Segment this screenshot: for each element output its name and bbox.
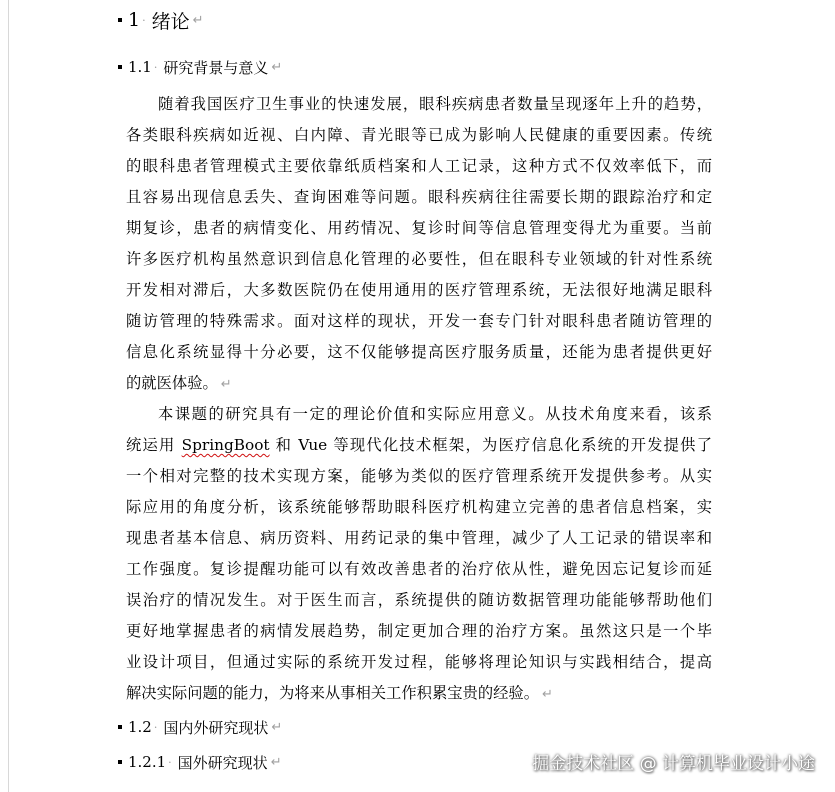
heading-text: 研究背景与意义 (163, 58, 269, 77)
text-line: 工作强度。复诊提醒功能可以有效改善患者的治疗依从性，避免因忘记复诊而延 (126, 560, 712, 578)
page-margin-line (8, 0, 9, 792)
text-line: 际应用的角度分析，该系统能够帮助眼科医疗机构建立完善的患者信息档案，实 (126, 498, 712, 516)
text-line-with-term (126, 430, 712, 461)
spellcheck-underlined-term[interactable]: SpringBoot (181, 436, 270, 454)
text-segment: 和 Vue 等现代化技术框架，为医疗信息化系统的开发提供了 (269, 436, 712, 454)
text-line-content: 解决实际问题的能力，为将来从事相关工作积累宝贵的经验。 (126, 684, 540, 702)
text-line-last (126, 678, 712, 709)
text-segment: 统运用 (126, 436, 182, 454)
text-line: 误治疗的情况发生。对于医生而言，系统提供的随访数据管理功能能够帮助他们 (126, 591, 712, 609)
text-line: 期复诊，患者的病情变化、用药情况、复诊时间等信息管理变得尤为重要。当前 (126, 219, 712, 237)
paragraph-mark-icon: ↵ (220, 377, 232, 392)
text-line: 随着我国医疗卫生事业的快速发展，眼科疾病患者数量呈现逐年上升的趋势， (158, 95, 712, 113)
text-line-content: 的就医体验。 (126, 374, 218, 392)
heading-section-1-2-1[interactable] (118, 750, 282, 774)
text-line: 各类眼科疾病如近视、白内障、青光眼等已成为影响人民健康的重要因素。传统 (126, 126, 712, 144)
paragraph-mark-icon: ↵ (270, 754, 282, 770)
heading-section-1-1[interactable] (118, 55, 282, 79)
text-line-last (126, 368, 712, 399)
heading-section-1-2[interactable] (118, 715, 282, 739)
tab-mark-icon: · (142, 13, 146, 27)
heading-text: 国内外研究现状 (163, 718, 269, 737)
bullet-icon (118, 725, 122, 729)
text-line: 本课题的研究具有一定的理论价值和实际应用意义。从技术角度来看，该系 (158, 405, 712, 423)
text-line: 业设计项目，但通过实际的系统开发过程，能够将理论知识与实践相结合，提高 (126, 653, 712, 671)
text-line: 一个相对完整的技术实现方案，能够为类似的医疗管理系统开发提供参考。从实 (126, 467, 712, 485)
text-line: 的眼科患者管理模式主要依靠纸质档案和人工记录，这种方式不仅效率低下，而 (126, 157, 712, 175)
heading-number: 1.2 (128, 718, 152, 736)
watermark: 掘金技术社区 @ 计算机毕业设计小途 (532, 754, 815, 774)
text-line: 许多医疗机构虽然意识到信息化管理的必要性，但在眼科专业领域的针对性系统 (126, 250, 712, 268)
paragraph-mark-icon: ↵ (192, 12, 204, 28)
heading-number: 1 (128, 9, 141, 31)
heading-text: 国外研究现状 (177, 753, 268, 772)
paragraph-significance[interactable] (126, 399, 712, 709)
heading-text: 绪论 (151, 10, 190, 33)
bullet-icon (118, 760, 122, 764)
bullet-icon (118, 18, 122, 22)
text-line: 随访管理的特殊需求。面对这样的现状，开发一套专门针对眼科患者随访管理的 (126, 312, 712, 330)
heading-chapter-1[interactable] (118, 5, 204, 35)
text-line: 更好地掌握患者的病情发展趋势，制定更加合理的治疗方案。虽然这只是一个毕 (126, 622, 712, 640)
tab-mark-icon: · (153, 720, 158, 734)
heading-number: 1.1 (128, 58, 152, 76)
text-line: 信息化系统显得十分必要，这不仅能够提高医疗服务质量，还能为患者提供更好 (126, 343, 712, 361)
text-line: 开发相对滞后，大多数医院仍在使用通用的医疗管理系统，无法很好地满足眼科 (126, 281, 712, 299)
paragraph-mark-icon: ↵ (271, 719, 283, 735)
bullet-icon (118, 65, 122, 69)
tab-mark-icon: · (168, 755, 172, 769)
text-line: 现患者基本信息、病历资料、用药记录的集中管理，减少了人工记录的错误率和 (126, 529, 712, 547)
paragraph-background[interactable] (126, 89, 712, 399)
paragraph-mark-icon: ↵ (542, 687, 553, 702)
text-line: 且容易出现信息丢失、查询困难等问题。眼科疾病往往需要长期的跟踪治疗和定 (126, 188, 712, 206)
tab-mark-icon: · (153, 60, 158, 74)
paragraph-mark-icon: ↵ (271, 59, 283, 75)
heading-number: 1.2.1 (128, 753, 167, 771)
